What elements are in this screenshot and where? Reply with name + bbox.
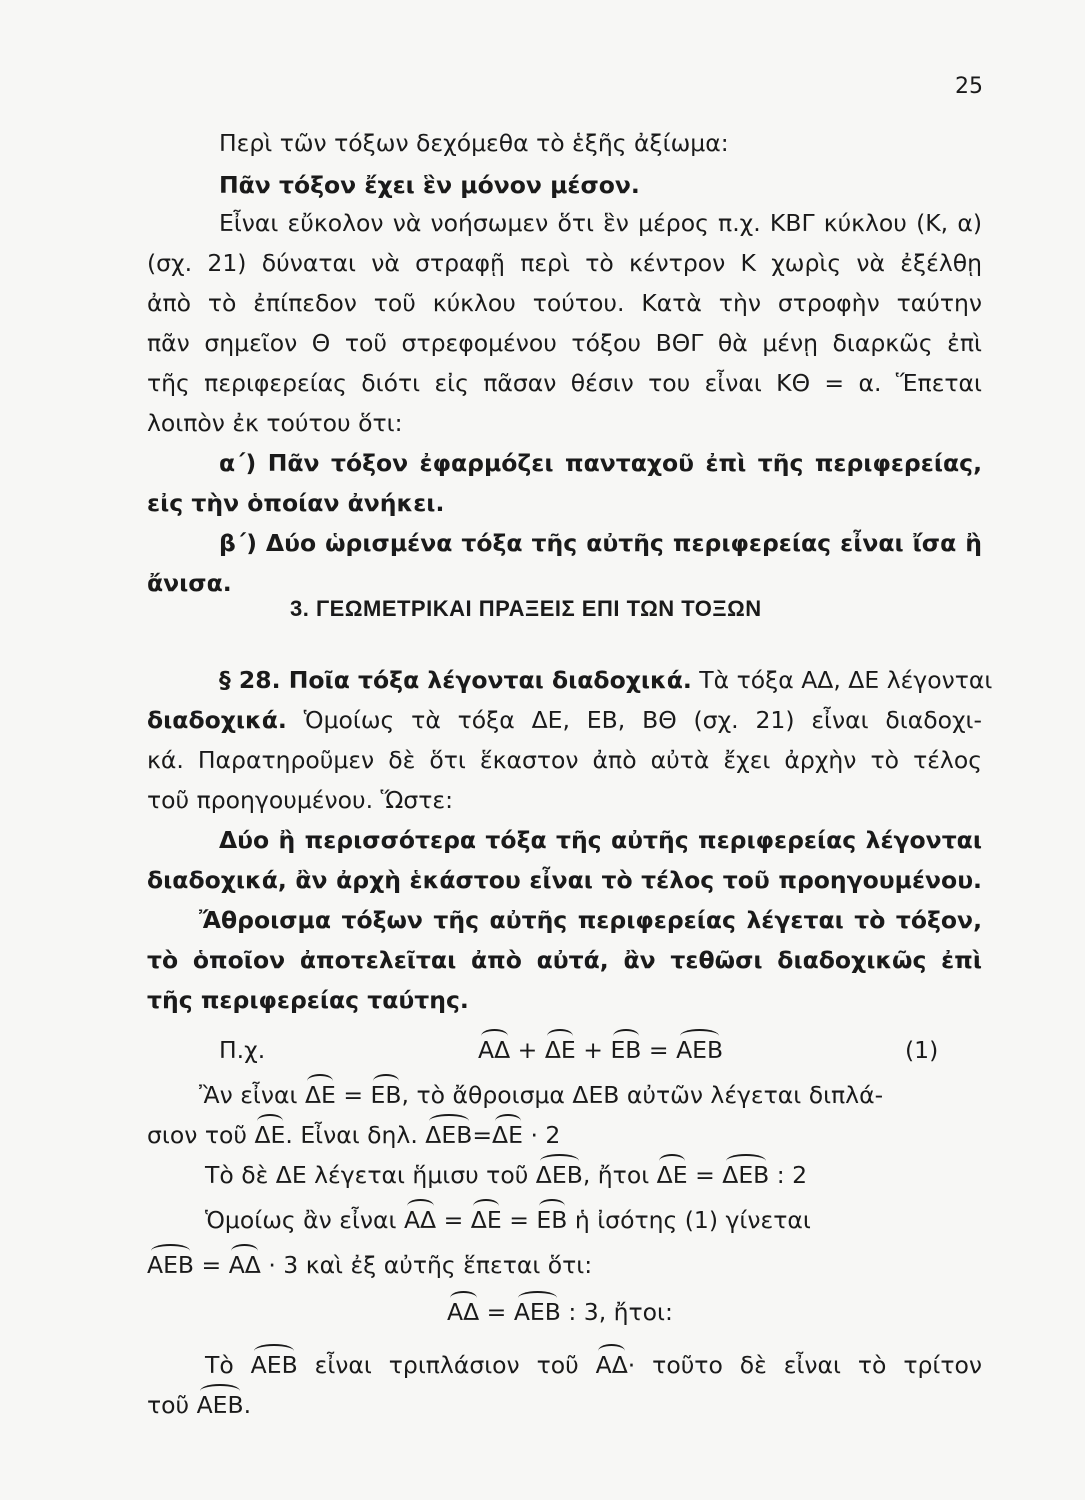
arc-AEB: ΑΕΒ <box>147 1251 195 1279</box>
section-28-title: § 28. Ποῖα τόξα λέγονται διαδοχικά. <box>219 666 692 694</box>
arc-DEB: ΔΕΒ <box>722 1161 770 1189</box>
math-line <box>147 1390 251 1420</box>
arc-EB: ΕΒ <box>536 1206 568 1234</box>
bold-line: Δύο ἢ περισσότερα τόξα τῆς αὐτῆς περιφερείας λέγονται <box>219 826 982 854</box>
arc-AEB: ΑΕΒ <box>196 1391 244 1419</box>
text-fragment: , τὸ ἄθροισμα ΔΕΒ αὐτῶν λέγεται διπλά- <box>401 1081 884 1109</box>
text-fragment: · 2 <box>530 1121 561 1149</box>
text-fragment: εἶναι τριπλάσιον τοῦ <box>314 1351 579 1379</box>
equals-sign: = <box>472 1121 493 1149</box>
text-line: τοῦ προηγουμένου. Ὥστε: <box>147 786 454 814</box>
arc-AD: ΑΔ <box>228 1251 261 1279</box>
arc-DE: ΔΕ <box>492 1121 523 1149</box>
equals-sign: = <box>486 1298 507 1326</box>
section-28-line-2 <box>147 705 982 735</box>
bold-fragment: διαδοχικά. <box>147 706 287 734</box>
bold-line: β΄) Δύο ὡρισμένα τόξα τῆς αὐτῆς περιφερείας εἶναι ἴσα ἢ <box>219 529 982 557</box>
page-number: 25 <box>955 74 983 99</box>
text-fragment: · τοῦτο δὲ εἶναι τὸ τρίτον <box>627 1351 982 1379</box>
equals-sign: = <box>509 1206 529 1234</box>
bold-line: Ἄθροισμα τόξων τῆς αὐτῆς περιφερείας λέγεται τὸ τόξον, <box>199 906 982 934</box>
section-28-line-1 <box>219 665 993 695</box>
text-line: Περὶ τῶν τόξων δεχόμεθα τὸ ἑξῆς ἀξίωμα: <box>219 129 729 157</box>
bold-line: α΄) Πᾶν τόξον ἐφαρμόζει πανταχοῦ ἐπὶ τῆς περιφερείας, <box>219 449 982 477</box>
arc-DE: ΔΕ <box>544 1036 576 1064</box>
equals-sign: = <box>443 1206 464 1234</box>
arc-DE: ΔΕ <box>304 1081 336 1109</box>
arc-AEB: ΑΕΒ <box>250 1351 298 1379</box>
math-line <box>199 1080 883 1110</box>
arc-DEB: ΔΕΒ <box>425 1121 473 1149</box>
bold-line: τῆς περιφερείας ταύτης. <box>147 986 469 1014</box>
text-fragment: Ἂν εἶναι <box>199 1081 298 1109</box>
text-fragment: Τὰ τόξα ΑΔ, ΔΕ λέγονται <box>699 666 993 694</box>
text-fragment: Τὸ <box>205 1351 234 1379</box>
arc-AD: ΑΔ <box>403 1206 437 1234</box>
plus-sign: + <box>517 1036 538 1064</box>
text-line: ἀπὸ τὸ ἐπίπεδον τοῦ κύκλου τούτου. Κατὰ τὴν στροφὴν ταύτην <box>147 289 982 317</box>
example-label: Π.χ. <box>219 1036 266 1064</box>
equals-sign: = <box>695 1161 715 1189</box>
text-fragment: Ὁμοίως ἂν εἶναι <box>205 1206 397 1234</box>
arc-DE: ΔΕ <box>254 1121 286 1149</box>
equals-sign: = <box>648 1036 669 1064</box>
equals-sign: = <box>343 1081 364 1109</box>
text-fragment: : 3, ἤτοι: <box>568 1298 673 1326</box>
arc-DE: ΔΕ <box>470 1206 502 1234</box>
math-line <box>205 1205 811 1235</box>
arc-EB: ΕΒ <box>370 1081 402 1109</box>
plus-sign: + <box>583 1036 603 1064</box>
arc-AEB: ΑΕΒ <box>676 1036 724 1064</box>
text-fragment: τοῦ <box>147 1391 190 1419</box>
arc-DEB: ΔΕΒ <box>535 1161 583 1189</box>
section-heading: 3. ΓΕΩΜΕΤΡΙΚΑΙ ΠΡΑΞΕΙΣ ΕΠΙ ΤΩΝ ΤΟΞΩΝ <box>290 596 762 621</box>
text-fragment: ἡ ἰσότης (1) γίνεται <box>574 1206 811 1234</box>
bold-line: ἄνισα. <box>147 569 232 597</box>
text-line: κά. Παρατηροῦμεν δὲ ὅτι ἕκαστον ἀπὸ αὐτὰ ἔχει ἀρχὴν τὸ τέλος <box>147 746 982 774</box>
math-line <box>447 1297 673 1327</box>
math-line <box>147 1120 560 1150</box>
text-fragment: , ἤτοι <box>582 1161 650 1189</box>
math-line <box>205 1350 982 1380</box>
text-fragment: Τὸ δὲ ΔΕ λέγεται ἥμισυ τοῦ <box>205 1161 529 1189</box>
text-line: τῆς περιφερείας διότι εἰς πᾶσαν θέσιν του εἶναι ΚΘ = α. Ἕπεται <box>147 369 982 397</box>
equals-sign: = <box>201 1251 222 1279</box>
arc-AD: ΑΔ <box>478 1036 511 1064</box>
text-line: (σχ. 21) δύναται νὰ στραφῇ περὶ τὸ κέντρον Κ χωρὶς νὰ ἐξέλθῃ <box>147 249 982 277</box>
text-line: Εἶναι εὔκολον νὰ νοήσωμεν ὅτι ἓν μέρος π.χ. ΚΒΓ κύκλου (Κ, α) <box>219 209 982 237</box>
equation-1 <box>478 1035 723 1065</box>
text-fragment: Ὁμοίως τὰ τόξα ΔΕ, ΕΒ, ΒΘ (σχ. 21) εἶναι διαδοχι- <box>303 706 982 734</box>
bold-line: διαδοχικά, ἂν ἀρχὴ ἑκάστου εἶναι τὸ τέλος τοῦ προηγουμένου. <box>147 866 982 894</box>
arc-AD: ΑΔ <box>595 1351 628 1379</box>
bold-line: εἰς τὴν ὁποίαν ἀνήκει. <box>147 489 445 517</box>
axiom-line: Πᾶν τόξον ἔχει ἓν μόνον μέσον. <box>219 171 640 199</box>
text-fragment: : 2 <box>776 1161 808 1189</box>
text-line: πᾶν σημεῖον Θ τοῦ στρεφομένου τόξου ΒΘΓ θὰ μένῃ διαρκῶς ἐπὶ <box>147 329 982 357</box>
text-fragment: σιον τοῦ <box>147 1121 247 1149</box>
arc-AD: ΑΔ <box>447 1298 480 1326</box>
text-line: λοιπὸν ἐκ τούτου ὅτι: <box>147 409 403 437</box>
math-line <box>205 1160 807 1190</box>
arc-AEB: ΑΕΒ <box>513 1298 561 1326</box>
text-fragment: . <box>243 1391 252 1419</box>
equation-number: (1) <box>905 1036 939 1064</box>
text-fragment: · 3 καὶ ἐξ αὐτῆς ἕπεται ὅτι: <box>268 1251 593 1279</box>
arc-EB: ΕΒ <box>610 1036 642 1064</box>
arc-DE: ΔΕ <box>656 1161 688 1189</box>
bold-line: τὸ ὁποῖον ἀποτελεῖται ἀπὸ αὐτά, ἂν τεθῶσι διαδοχικῶς ἐπὶ <box>147 946 982 974</box>
math-line <box>147 1250 592 1280</box>
text-fragment: . Εἶναι δηλ. <box>285 1121 418 1149</box>
